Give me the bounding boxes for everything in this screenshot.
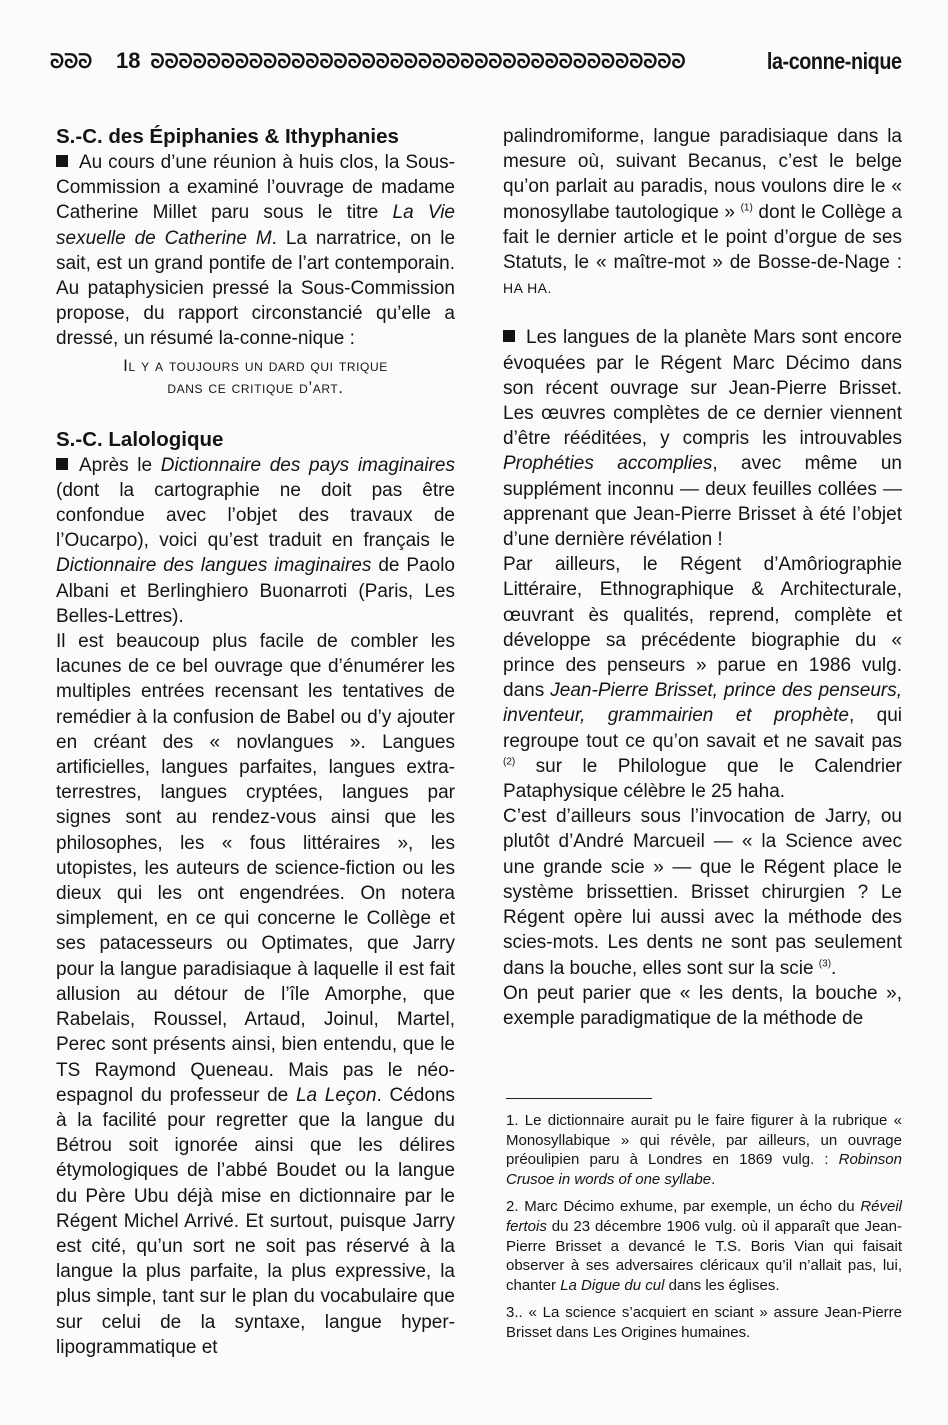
ornament-left-icon: ᘐᘐᘐ: [50, 51, 93, 71]
left-column: [56, 124, 455, 1360]
page-number: 18: [116, 48, 141, 73]
verse-line-2: dans ce critique d’art.: [167, 377, 344, 397]
verse-line-1: Il y a toujours un dard qui trique: [123, 355, 388, 375]
haha-text: HA HA.: [503, 280, 552, 297]
paragraph-millet: Au cours d’une réunion à huis clos, la Sous-Commission a examiné l’ouvrage de madame Catherine Millet paru sous le titre La Vie sexuelle de Catherine M. La narratrice, on le sait, est un grand pontife de l’art contemporain. Au pataphysicien pressé la Sous-Commission propose, du rapport circonstancié qu’elle a dressé, un résumé la-conne-nique :: [56, 150, 455, 352]
footnote-2: 2. Marc Décimo exhume, par exemple, un écho du Réveil fertois du 23 décembre 1906 vulg. où il apparaît que Jean-Pierre Brisset a devancé le T.S. Boris Vian qui faisait observer à ses adversaires cléricaux qu’il n’allait pas, lui, chanter La Digue du cul dans les églises.: [506, 1198, 902, 1294]
book-title: La Vie sexuelle de Catherine M: [56, 202, 455, 249]
footnote-ref-1: (1): [740, 202, 753, 214]
right-column: [503, 124, 902, 1031]
section-heading-epiphanies: S.-C. des Épiphanies & Ithyphanies: [56, 125, 399, 148]
paragraph-amoriographie: Par ailleurs, le Régent d’Amôriographie Littéraire, Ethnographique & Architecturale, œuvrant ès qualités, reprend, complète et développe sa précédente biographie du « prince des penseurs » parue en 1986 vulg. dans Jean-Pierre Brisset, prince des penseurs, inventeur, grammairien et prophète, qui regroupe tout ce qu’on savait et ne savait pas $^{(2)}$ sur le Philologue que le Calendrier Pataphysique célèbre le 25 haha.: [503, 554, 903, 803]
paragraph-dents: On peut parier que « les dents, la bouche », exemple paradigmatique de la méthode de: [503, 982, 902, 1029]
running-header: [50, 44, 902, 78]
footnotes: [506, 1098, 902, 1351]
footnote-ref-2: (2): [503, 756, 516, 768]
paragraph-dictionnaire: Après le Dictionnaire des pays imaginaires (dont la cartographie ne doit pas être confondue avec l’objet des travaux de l’Oucarpo), voici qu’est traduit en français le Dictionnaire des langues imaginaires de Paolo Albani et Berlinghiero Buonarroti (Paris, Les Belles-Lettres).: [56, 453, 455, 629]
paragraph-mars: Les langues de la planète Mars sont encore évoquées par le Régent Marc Décimo dans son récent ouvrage sur Jean-Pierre Brisset. Les œuvres complètes de ce dernier viennent d’être rééditées, y compris les introuvables Prophéties accomplies, avec même un supplément inconnu — deux feuilles collées — apprenant que Jean-Pierre Brisset à été l’objet d’une dernière révélation !: [503, 325, 902, 552]
footnote-3: 3.. « La science s’acquiert en sciant » assure Jean-Pierre Brisset dans Les Origines humaines.: [506, 1304, 902, 1341]
paragraph-marcueil: C’est d’ailleurs sous l’invocation de Jarry, ou plutôt d’André Marcueil — « la Science avec une grande scie » — que le Régent place le système brissettien. Brisset chirurgien ? Le Régent opère lui aussi avec la méthode des scies-mots. Les dents ne sont pas seulement dans la bouche, elles sont sur la scie $^{(3)}$.: [503, 806, 902, 979]
running-title: la-conne-nique: [767, 47, 902, 74]
footnote-ref-3: (3): [818, 958, 832, 970]
footnote-divider: [506, 1098, 652, 1099]
paragraph-lacunes: Il est beaucoup plus facile de combler les lacunes de ce bel ouvrage que d’énumérer les multiples entrées recensant les tentatives de remédier à la confusion de Babel ou d’y ajouter en créant des « novlangues ». Langues artificielles, langues parfaites, langues extra-terrestres, langues cryptées, langues par signes sont au rendez-vous ainsi que les philosophes, les « fous littéraires », les utopistes, les auteurs de science-fiction ou les dieux qui les ont engendrées. On notera simplement, en ce qui concerne le Collège et ses patacesseurs ou Optimates, que Jarry pour la langue paradisiaque à laquelle il est fait allusion au détour de l’île Amorphe, que Rabelais, Roussel, Artaud, Joinul, Martel, Perec sont présents ainsi, bien entendu, que le TS Raymond Queneau. Mais pas le néo-espagnol du professeur de La Leçon. Cédons à la facilité pour regretter que la langue du Bétrou soit ignorée ainsi que les délires étymologiques de l’abbé Boudet ou la langue du Père Ubu déjà mise en dictionnaire par le Régent Michel Arrivé. Et surtout, puisque Jarry est cité, qu’un sort ne soit pas réservé à la langue la plus parfaite, la plus expressive, la plus simple, tant sur le plan du vocabulaire que sur celui de la syntaxe, langue hyper-lipogrammatique et: [56, 631, 456, 1358]
paragraph-palindromiforme: palindromiforme, langue paradisiaque dans la mesure où, suivant Becanus, c’est le belge qu’on parlait au paradis, nous voulons dire le « monosyllabe tautologique » $^{(1)}$ dont le Collège a fait le dernier article et le point d’orgue de ses Statuts, le « maître-mot » de Bosse-de-Nage : HA HA.: [503, 126, 903, 297]
footnote-1: 1. Le dictionnaire aurait pu le faire figurer à la rubrique « Monosyllabique » qui révèle, par ailleurs, un ouvrage préoulipien paru à Londres en 1869 vulg. : Robinson Crusoe in words of one syllabe.: [506, 1112, 902, 1188]
section-heading-lalologique: S.-C. Lalologique: [56, 427, 224, 451]
ornament-band-icon: ᘐᘐᘐᘐᘐᘐᘐᘐᘐᘐᘐᘐᘐᘐᘐᘐᘐᘐᘐᘐᘐᘐᘐᘐᘐᘐᘐᘐᘐᘐᘐᘐᘐᘐᘐᘐᘐᘐ: [150, 51, 686, 71]
